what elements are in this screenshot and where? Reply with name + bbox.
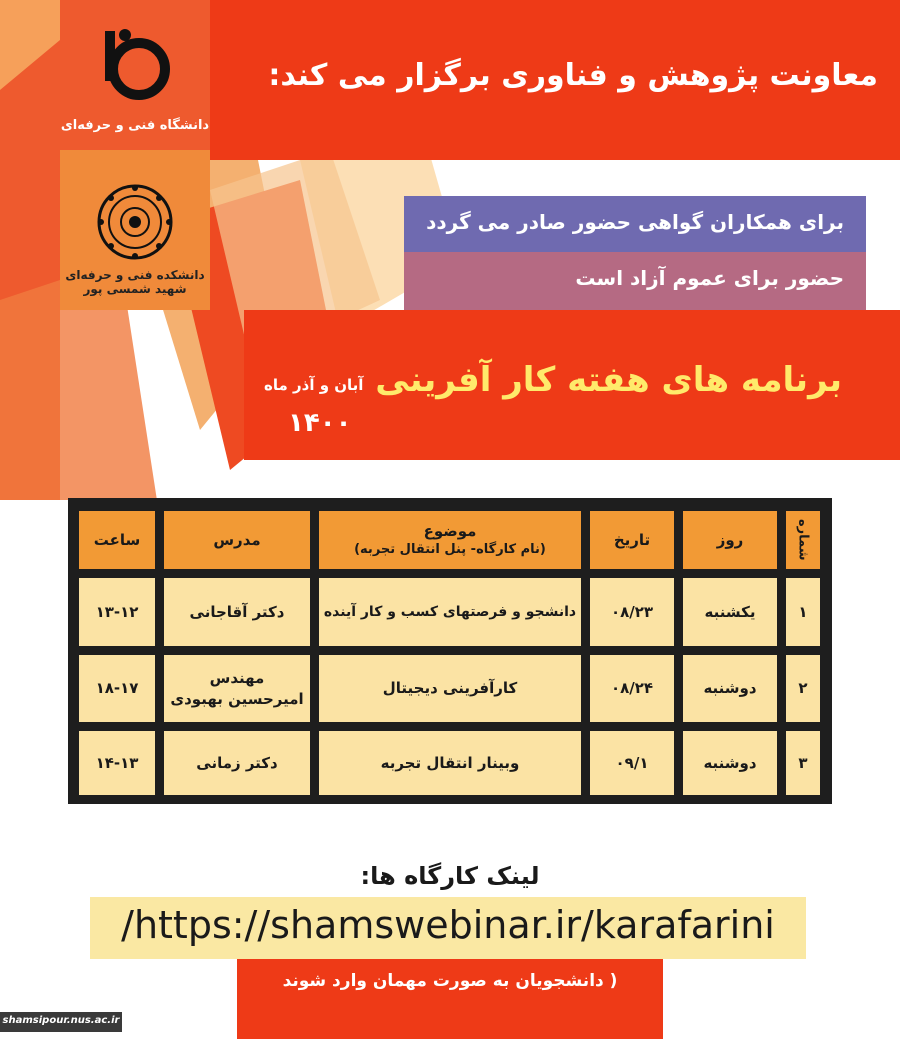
- url-bar: [90, 897, 806, 959]
- program-title: برنامه های هفته کار آفرینی: [375, 360, 842, 400]
- note-bar: [237, 959, 663, 1039]
- faculty-logo-icon: [88, 182, 182, 276]
- header-banner: [210, 0, 900, 160]
- certificate-text: برای همکاران گواهی حضور صادر می گردد: [426, 210, 844, 234]
- logo-panel: [60, 0, 210, 310]
- row1-topic: دانشجو و فرصتهای کسب و کار آینده: [319, 578, 581, 646]
- row3-topic: وبینار انتقال تجربه: [319, 731, 581, 795]
- header-topic: موضوع (نام کارگاه- پنل انتقال تجربه): [319, 511, 581, 569]
- row1-number: ۱: [786, 578, 820, 646]
- footer-site: shamsipour.nus.ac.ir: [2, 1015, 120, 1026]
- faculty-name: دانشکده فنی و حرفه‌ای شهید شمسی پور: [65, 268, 205, 296]
- header-number: شماره: [786, 511, 820, 569]
- row2-date: ۰۸/۲۴: [590, 655, 674, 722]
- row3-number: ۳: [786, 731, 820, 795]
- row1-time: ۱۳-۱۲: [79, 578, 155, 646]
- row1-day: یکشنبه: [683, 578, 777, 646]
- workshop-url[interactable]: /https://shamswebinar.ir/karafarini: [121, 903, 775, 947]
- program-months: آبان و آذر ماه: [264, 376, 364, 394]
- workshop-link-label: لینک کارگاه ها:: [360, 862, 540, 890]
- attendance-band: [404, 252, 866, 310]
- guest-note: ( دانشجویان به صورت مهمان وارد شوند: [282, 971, 618, 991]
- header-title: معاونت پژوهش و فناوری برگزار می کند:: [268, 58, 878, 93]
- row1-date: ۰۸/۲۳: [590, 578, 674, 646]
- header-day: روز: [683, 511, 777, 569]
- row2-day: دوشنبه: [683, 655, 777, 722]
- row1-instructor: دکتر آقاجانی: [164, 578, 310, 646]
- program-banner: [244, 310, 900, 460]
- row3-instructor: دکتر زمانی: [164, 731, 310, 795]
- header-time: ساعت: [79, 511, 155, 569]
- attendance-text: حضور برای عموم آزاد است: [575, 266, 844, 290]
- row2-topic: کارآفرینی دیجیتال: [319, 655, 581, 722]
- row2-time: ۱۸-۱۷: [79, 655, 155, 722]
- row2-instructor: مهندس امیرحسین بهبودی: [164, 655, 310, 722]
- program-year: ۱۴۰۰: [288, 408, 352, 438]
- university-name: دانشگاه فنی و حرفه‌ای: [60, 118, 210, 133]
- row3-date: ۰۹/۱: [590, 731, 674, 795]
- header-date: تاریخ: [590, 511, 674, 569]
- schedule-table: [68, 498, 832, 804]
- university-logo-icon: [95, 25, 175, 105]
- row3-day: دوشنبه: [683, 731, 777, 795]
- row2-number: ۲: [786, 655, 820, 722]
- footer-watermark: [0, 1012, 122, 1032]
- header-instructor: مدرس: [164, 511, 310, 569]
- row3-time: ۱۴-۱۳: [79, 731, 155, 795]
- certificate-band: [404, 196, 866, 252]
